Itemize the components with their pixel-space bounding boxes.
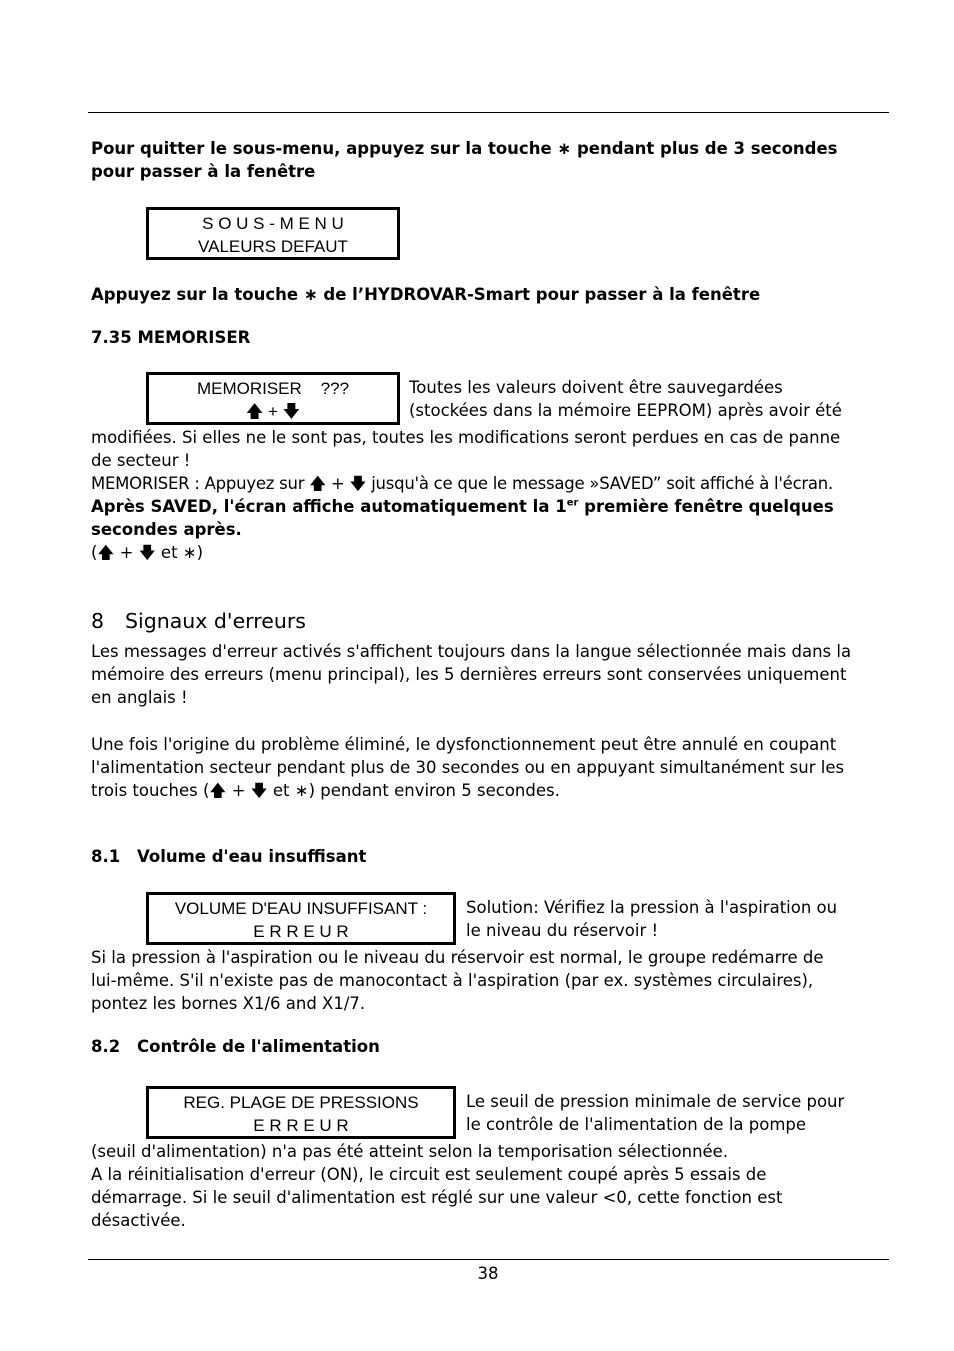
reset-line-3: trois touches (🡅 + 🡇 et ∗) pendant environ 5 secondes.	[91, 781, 560, 800]
lcd-submenu-line-1: S O U S - M E N U	[202, 214, 344, 233]
volume-body-line-1: Si la pression à l'aspiration ou le niveau du réservoir est normal, le groupe redémarre de	[91, 948, 824, 967]
memoriser-body-line-3: MEMORISER : Appuyez sur 🡅 + 🡇 jusqu'à ce que le message »SAVED” soit affiché à l'écran.	[91, 474, 833, 493]
section-8-number: 8	[91, 609, 105, 633]
memoriser-bold-line-1b: première fenêtre quelques	[578, 497, 834, 516]
reset-line-2: l'alimentation secteur pendant plus de 30 secondes ou en appuyant simultanément sur les	[91, 758, 845, 777]
plage-side-line-1: Le seuil de pression minimale de service pour	[466, 1092, 845, 1111]
plage-body-line-2: A la réinitialisation d'erreur (ON), le circuit est seulement coupé après 5 essais de	[91, 1165, 767, 1184]
memoriser-body	[91, 426, 891, 564]
section-8-title: Signaux d'erreurs	[125, 609, 306, 633]
volume-body-line-3: pontez les bornes X1/6 and X1/7.	[91, 994, 366, 1013]
superscript-er: er	[566, 497, 579, 509]
memoriser-side-text	[409, 376, 842, 422]
page-number: 38	[477, 1264, 499, 1283]
memoriser-body-line-1: modifiées. Si elles ne le sont pas, toutes les modifications seront perdues en cas de panne	[91, 428, 841, 447]
memoriser-keys-line: (🡅 + 🡇 et ∗)	[91, 543, 204, 562]
lcd-memoriser	[146, 372, 400, 425]
bottom-rule	[88, 1259, 889, 1260]
press-instruction: Appuyez sur la touche ∗ de l’HYDROVAR-Smart pour passer à la fenêtre	[91, 285, 761, 304]
intro-line-3: en anglais !	[91, 688, 188, 707]
memoriser-body-line-2: de secteur !	[91, 451, 191, 470]
volume-side-text	[466, 896, 837, 942]
quit-instructions	[91, 137, 891, 183]
volume-side-line-1: Solution: Vérifiez la pression à l'aspiration ou	[466, 898, 838, 917]
volume-body	[91, 946, 891, 1015]
lcd-volume	[146, 892, 456, 945]
lcd-memoriser-line-1: MEMORISER ???	[196, 379, 350, 398]
volume-body-line-2: lui-même. S'il n'existe pas de manocontact à l'aspiration (par ex. systèmes circulaires),	[91, 971, 814, 990]
plage-body-line-1: (seuil d'alimentation) n'a pas été atteint selon la temporisation sélectionnée.	[91, 1142, 729, 1161]
section-8-1-heading	[91, 845, 366, 868]
lcd-plage-line-1: REG. PLAGE DE PRESSIONS	[183, 1093, 419, 1112]
lcd-volume-line-1: VOLUME D'EAU INSUFFISANT :	[174, 899, 428, 918]
intro-line-1: Les messages d'erreur activés s'affichent toujours dans la langue sélectionnée mais dans la	[91, 642, 852, 661]
quit-line-2: pour passer à la fenêtre	[91, 162, 316, 181]
memoriser-side-line-2: (stockées dans la mémoire EEPROM) après avoir été	[409, 401, 842, 420]
plage-body-line-3: démarrage. Si le seuil d'alimentation est réglé sur une valeur <0, cette fonction est	[91, 1188, 783, 1207]
plage-side-text	[466, 1090, 844, 1136]
volume-side-line-2: le niveau du réservoir !	[466, 921, 659, 940]
lcd-plage	[146, 1086, 456, 1139]
section-8-1-title: Volume d'eau insuffisant	[137, 847, 367, 866]
section-8-heading	[91, 608, 306, 634]
lcd-submenu-line-2: VALEURS DEFAUT	[198, 237, 348, 256]
section-8-1-number: 8.1	[91, 847, 121, 866]
memoriser-side-line-1: Toutes les valeurs doivent être sauvegardées	[409, 378, 783, 397]
lcd-memoriser-line-2: 🡅 + 🡇	[245, 402, 301, 421]
reset-line-1: Une fois l'origine du problème éliminé, le dysfonctionnement peut être annulé en coupant	[91, 735, 837, 754]
section-7-35-title: MEMORISER	[137, 328, 251, 347]
section-8-2-heading	[91, 1035, 380, 1058]
section-7-35-number: 7.35	[91, 328, 132, 347]
section-7-35-heading	[91, 326, 250, 349]
lcd-plage-line-2: E R R E U R	[253, 1116, 349, 1135]
section-8-2-number: 8.2	[91, 1037, 121, 1056]
section-8-reset	[91, 733, 891, 802]
lcd-submenu	[146, 207, 400, 260]
plage-side-line-2: le contrôle de l'alimentation de la pompe	[466, 1115, 807, 1134]
section-8-2-title: Contrôle de l'alimentation	[137, 1037, 380, 1056]
intro-line-2: mémoire des erreurs (menu principal), les 5 dernières erreurs sont conservées uniquement	[91, 665, 847, 684]
plage-body-line-4: désactivée.	[91, 1211, 186, 1230]
lcd-volume-line-2: E R R E U R	[253, 922, 349, 941]
memoriser-bold-line-2: secondes après.	[91, 520, 242, 539]
quit-line-1: Pour quitter le sous-menu, appuyez sur la touche ∗ pendant plus de 3 secondes	[91, 139, 838, 158]
section-8-intro	[91, 640, 891, 709]
top-rule	[88, 112, 889, 113]
memoriser-bold-line-1a: Après SAVED, l'écran affiche automatiquement la 1	[91, 497, 567, 516]
plage-body	[91, 1140, 891, 1232]
